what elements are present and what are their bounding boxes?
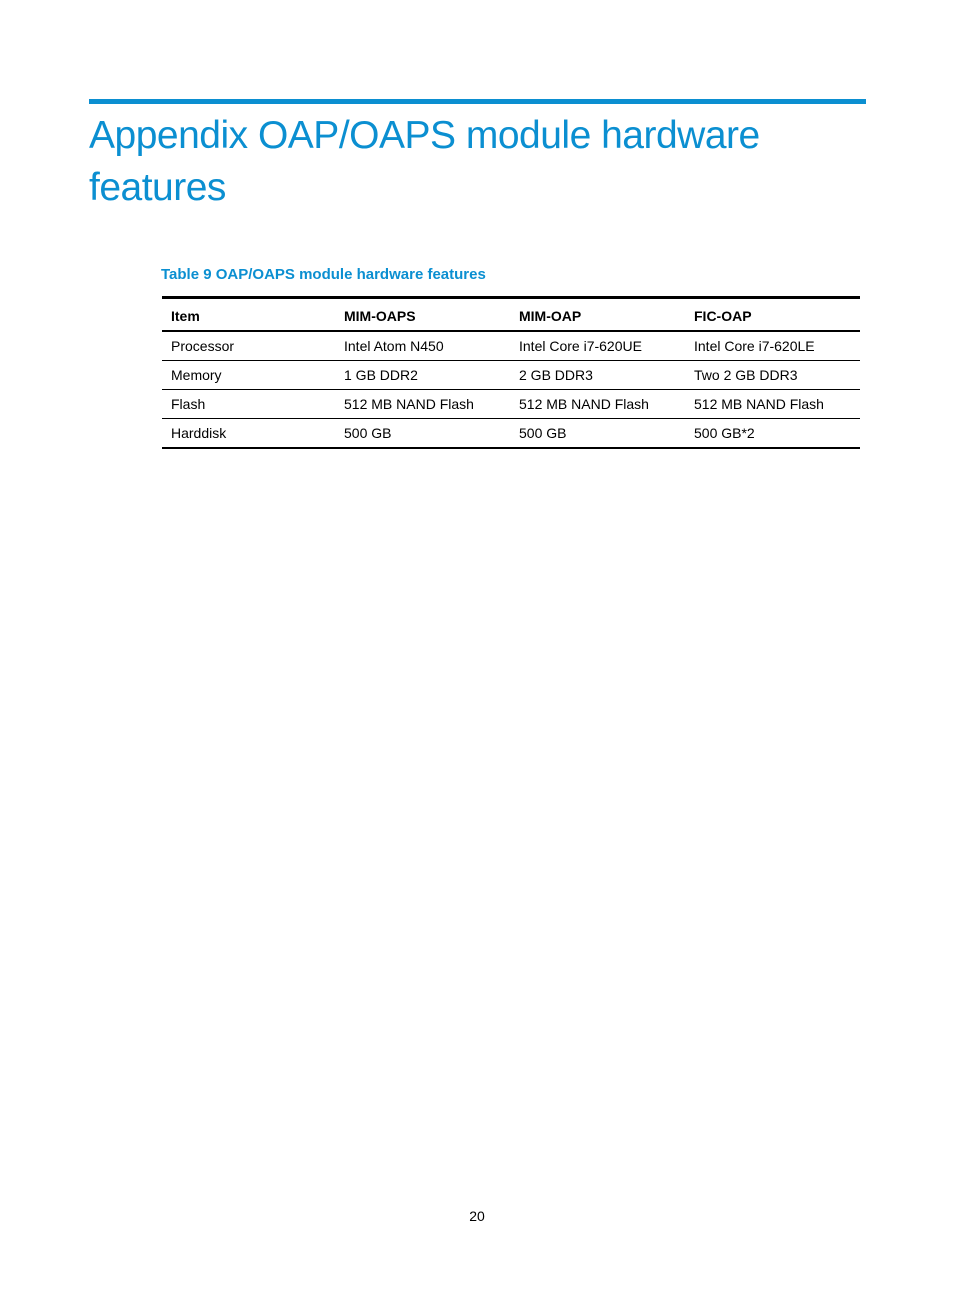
cell-fic-oap: Two 2 GB DDR3 bbox=[685, 361, 860, 390]
header-mim-oaps: MIM-OAPS bbox=[344, 308, 416, 324]
header-item: Item bbox=[171, 308, 200, 324]
cell-fic-oap: Intel Core i7-620LE bbox=[685, 331, 860, 361]
title-rule bbox=[89, 99, 866, 104]
page-title: Appendix OAP/OAPS module hardware features bbox=[89, 114, 760, 209]
cell-mim-oaps: Intel Atom N450 bbox=[335, 331, 510, 361]
cell-item: Processor bbox=[162, 331, 335, 361]
cell-item: Memory bbox=[162, 361, 335, 390]
table-row bbox=[162, 361, 860, 390]
cell-item: Harddisk bbox=[162, 419, 335, 449]
table-row bbox=[162, 419, 860, 449]
cell-mim-oap: 2 GB DDR3 bbox=[510, 361, 685, 390]
cell-mim-oap: 500 GB bbox=[510, 419, 685, 449]
cell-mim-oap: 512 MB NAND Flash bbox=[510, 390, 685, 419]
header-mim-oap: MIM-OAP bbox=[519, 308, 582, 324]
table-row bbox=[162, 331, 860, 361]
cell-mim-oaps: 512 MB NAND Flash bbox=[335, 390, 510, 419]
cell-mim-oap: Intel Core i7-620UE bbox=[510, 331, 685, 361]
header-fic-oap: FIC-OAP bbox=[694, 308, 752, 324]
cell-mim-oaps: 1 GB DDR2 bbox=[335, 361, 510, 390]
cell-fic-oap: 512 MB NAND Flash bbox=[685, 390, 860, 419]
page-number: 20 bbox=[469, 1208, 485, 1224]
cell-mim-oaps: 500 GB bbox=[335, 419, 510, 449]
table-caption: Table 9 OAP/OAPS module hardware features bbox=[161, 266, 486, 283]
hardware-features-table bbox=[162, 296, 860, 449]
table-header-row bbox=[162, 298, 860, 332]
cell-fic-oap: 500 GB*2 bbox=[685, 419, 860, 449]
table-row bbox=[162, 390, 860, 419]
cell-item: Flash bbox=[162, 390, 335, 419]
